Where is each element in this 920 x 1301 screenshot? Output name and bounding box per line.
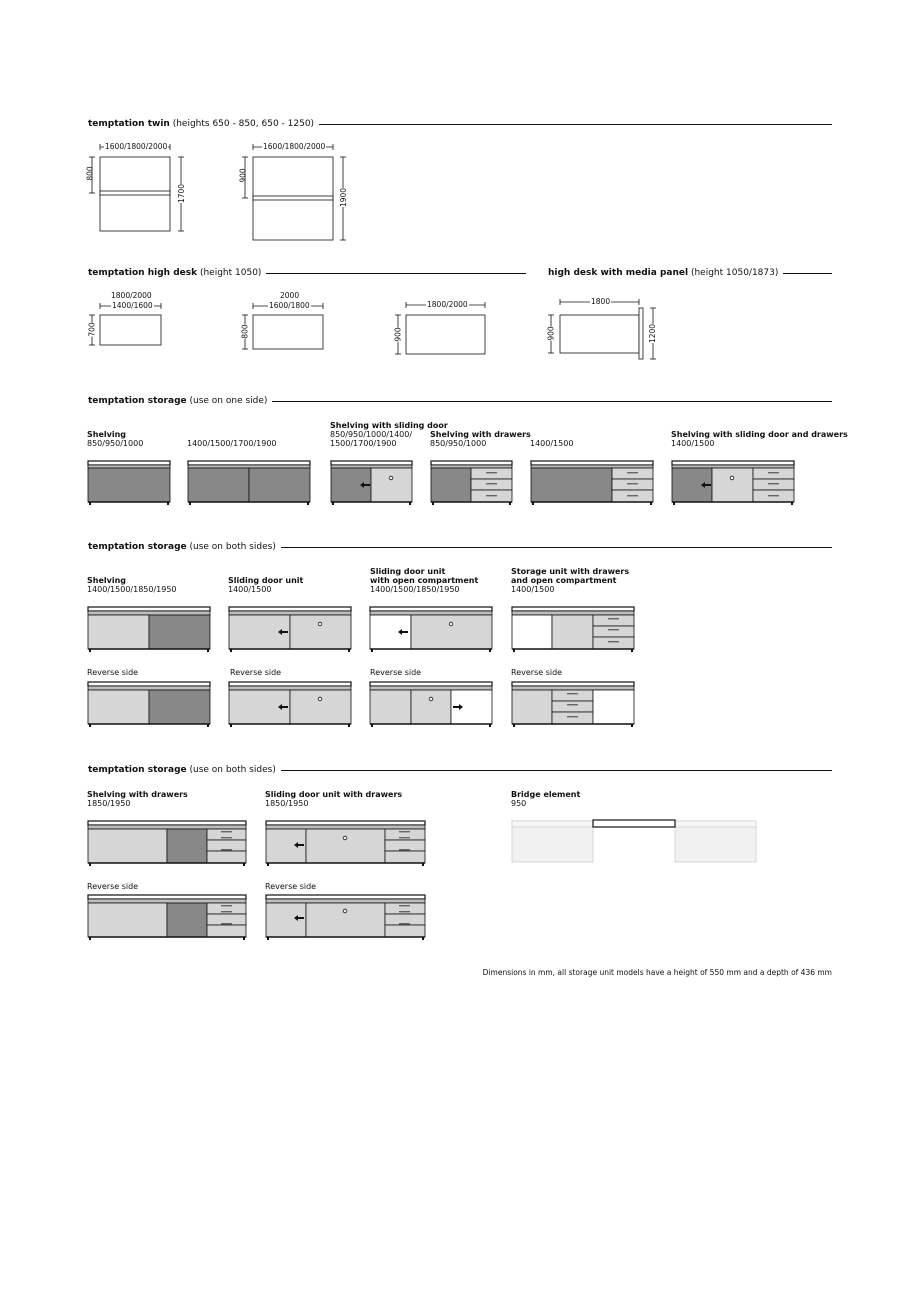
storage-one-label-1: Shelving 850/950/1000 [87,430,144,448]
section-title-storage-both2: temptation storage (use on both sides) [88,765,281,776]
media-panel-height: 1200 [648,323,658,344]
storage-both-front [88,607,634,649]
twin-2-height: 900 [238,168,248,183]
dimensions-footnote: Dimensions in mm, all storage unit models have a height of 550 mm and a depth of 436 mm [482,968,832,977]
high-desk-2-width-b: 1600/1800 [269,301,310,310]
section-title-media-panel: high desk with media panel (height 1050/1873) [548,268,783,279]
reverse-label-1: Reverse side [87,668,139,677]
media-panel-desk [548,299,656,359]
high-desk-1-width-b: 1400/1600 [112,301,153,310]
storage-both2-units [88,821,425,937]
storage-one-label-2: 1400/1500/1700/1900 [187,439,277,448]
reverse-label-5: Reverse side [87,882,139,891]
storage-both-reverse [88,682,634,724]
high-desk-3 [395,302,485,354]
storage-one-units [88,461,794,502]
twin-2-total: 1900 [339,187,349,208]
storage-both2-label-2: Sliding door unit with drawers 1850/1950 [265,790,403,808]
section-title-storage-both: temptation storage (use on both sides) [88,542,281,553]
twin-desk-1 [89,144,187,231]
reverse-label-3: Reverse side [370,668,422,677]
storage-both2-label-3: Bridge element 950 [511,790,581,808]
reverse-label-4: Reverse side [511,668,563,677]
high-desk-1-height: 700 [87,322,97,337]
storage-both-label-3: Sliding door unit with open compartment 1400/1500/1850/1950 [370,567,479,594]
twin-2-width: 1600/1800/2000 [263,142,326,151]
section-title-storage-one: temptation storage (use on one side) [88,396,272,407]
storage-both-label-2: Sliding door unit 1400/1500 [228,576,304,594]
storage-one-label-3: Shelving with sliding door 850/950/1000/1400/ 1500/1700/1900 [330,421,448,448]
storage-both-label-1: Shelving 1400/1500/1850/1950 [87,576,177,594]
storage-both2-label-1: Shelving with drawers 1850/1950 [87,790,188,808]
section-title-high-desk: temptation high desk (height 1050) [88,268,266,279]
twin-desk-2 [242,144,349,240]
storage-one-label-6: Shelving with sliding door and drawers 1400/1500 [671,430,848,448]
bridge-element [512,820,756,862]
high-desk-2-width-a: 2000 [280,291,300,300]
twin-1-total: 1700 [177,183,187,204]
high-desk-3-width: 1800/2000 [427,300,468,309]
twin-1-width: 1600/1800/2000 [105,142,168,151]
reverse-label-6: Reverse side [265,882,317,891]
media-desk-height: 900 [546,326,556,341]
high-desk-3-height: 900 [393,327,403,342]
high-desk-2-height: 800 [240,324,250,339]
twin-1-height: 800 [85,166,95,181]
media-desk-width: 1800 [591,297,611,306]
high-desk-1-width-a: 1800/2000 [111,291,152,300]
storage-one-label-4: Shelving with drawers 850/950/1000 [430,430,531,448]
reverse-label-2: Reverse side [230,668,282,677]
storage-one-label-5: 1400/1500 [530,439,574,448]
section-title-twin: temptation twin (heights 650 - 850, 650 - 1250) [88,119,319,130]
storage-both-label-4: Storage unit with drawers and open compartment 1400/1500 [511,567,630,594]
